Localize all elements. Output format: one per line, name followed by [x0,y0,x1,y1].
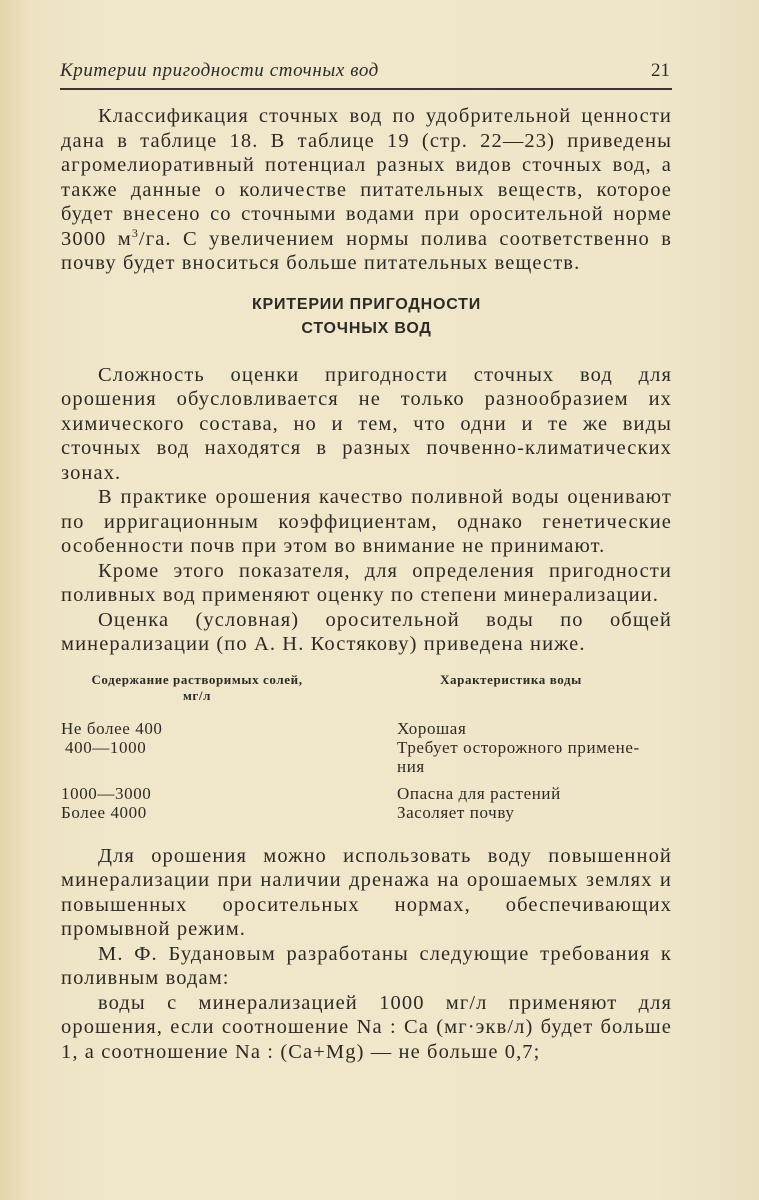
table-cell-content: Более 4000 [61,802,147,822]
paragraph-practice: В практике орошения качество поливной воды оценивают по ирригационным коэффициентам, однако генетические особенности почв при этом во внимание не принимают. [61,486,672,557]
table-header-salts [61,672,333,704]
paragraph-budanov: М. Ф. Будановым разработаны следующие требования к поливным водам: [61,942,672,989]
table-header-salts-line2: мг/л [182,687,212,703]
table-cell-content: 400—1000 [65,737,147,757]
running-header [60,58,672,90]
section-heading [61,293,672,341]
paragraph-requirement: воды с минерализацией 1000 мг/л применяют для орошения, если соотношение Na : Ca (мг·экв/л) будет больше 1, а соотношение Na : (Ca+Mg) — не больше 0,7; [61,991,672,1063]
section-heading-line2: СТОЧНЫХ ВОД [301,319,432,337]
table-cell-content: 1000—3000 [61,783,152,803]
unit-superscript: 3 [131,225,139,240]
mineralization-table [61,672,672,824]
table-cell-characteristic-cont: ния [397,756,425,776]
table-cell-characteristic: Опасна для растений [397,783,561,803]
table-cell-content: Не более 400 [61,718,163,738]
table-header-characteristic: Характеристика воды [440,671,582,687]
paragraph-text-end: /га. С увеличением нормы полива соответственно в почву будет вноситься больше питательных веществ. [61,227,672,274]
running-title: Критерии пригодности сточных вод [60,60,379,81]
table-cell-characteristic: Хорошая [397,718,467,738]
table-cell-characteristic: Засоляет почву [397,802,515,822]
paragraph-classification [61,104,672,276]
page-number: 21 [651,60,670,81]
paragraph-complexity: Сложность оценки пригодности сточных вод для орошения обусловливается не только разнообразием их химического состава, но и тем, что одни и те же виды сточных вод находятся в разных почвенно-климатических зонах. [61,363,672,484]
section-heading-line1: КРИТЕРИИ ПРИГОДНОСТИ [251,295,482,313]
paragraph-assessment: Оценка (условная) оросительной воды по общей минерализации (по А. Н. Костякову) приведена ниже. [61,608,672,655]
paragraph-text: Классификация сточных вод по удобрительной ценности дана в таблице 18. В таблице 19 (стр. 22—23) приведены агромелиоративный потенциал разных видов сточных вод, а также данные о количестве питательных веществ, которое будет внесено со сточными водами при оросительной норме 3000 м [61,105,672,250]
paragraph-drainage: Для орошения можно использовать воду повышенной минерализации при наличии дренажа на орошаемых землях и повышенных оросительных нормах, обеспечивающих промывной режим. [61,844,672,940]
paragraph-indicator: Кроме этого показателя, для определения пригодности поливных вод применяют оценку по степени минерализации. [61,559,672,606]
table-header-salts-line1: Содержание растворимых солей, [91,671,303,687]
table-cell-characteristic: Требует осторожного примене- [397,737,640,757]
body-text [61,104,672,1064]
